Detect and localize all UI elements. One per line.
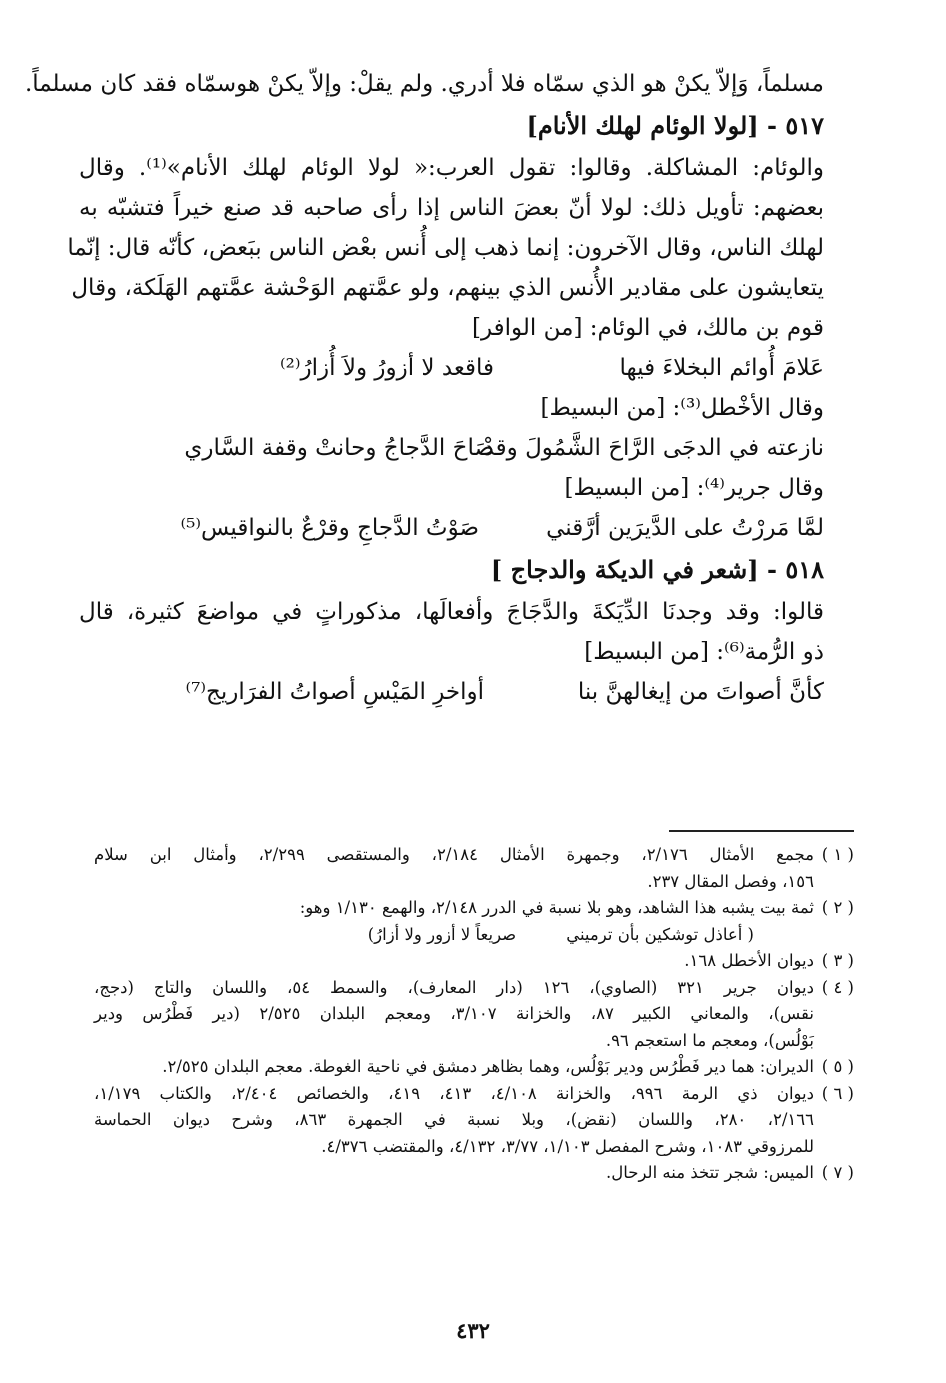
text-line: وقال الأخْطل⁽³⁾: [من البسيط] — [540, 395, 824, 421]
footnote — [94, 895, 854, 948]
poem-verse — [79, 348, 824, 388]
footnote-number: ( ٥ ) — [821, 1057, 854, 1076]
footnote — [94, 1160, 854, 1187]
verse-first-hemistich: نازعته في الدجَى الرَّاحَ الشَّمُولَ وقدْ — [483, 435, 824, 461]
footnote — [94, 1081, 854, 1161]
poem-verse — [79, 428, 824, 468]
footnote — [94, 842, 854, 895]
text-line: قوم بن مالك، في الوئام: [من الوافر] — [471, 315, 824, 341]
verse-first-hemistich: كأنَّ أصواتَ من إيغالهنَّ بنا — [577, 679, 824, 705]
text-line: قالوا: وقد وجدنَا الدِّيَكةَ والدَّجَاجَ وأفعالَها، مذكوراتٍ في مواضعَ كثيرة، قال — [79, 599, 824, 625]
footnote-number: ( ٦ ) — [821, 1083, 854, 1103]
verse-second-hemistich: صَاحَ الدَّجاجُ وحانتْ وقفة السَّاري — [184, 435, 494, 461]
footnote-line: ١٥٦، وفصل المقال ٢٣٧. — [647, 871, 814, 891]
footnotes — [94, 842, 854, 1187]
footnote-line: ديوان الأخطل ١٦٨. — [684, 951, 814, 970]
text-line: يتعايشون على مقادير الأُنس الذي بينهم، ولو عمَّتهم الوَحْشة عمَّتهم الهَلَكة، وقال — [71, 275, 824, 301]
text-line: لهلك الناس، وقال الآخرون: إنما ذهب إلى أُنس بعْض الناس ببَعض، كأنّه قال: إنّما — [67, 235, 824, 261]
footnote-line: بَوْلُس)، ومعجم ما استعجم ٩٦. — [605, 1030, 814, 1050]
verse-first-hemistich: ( أعاذل توشكين بأن ترميني — [566, 924, 754, 944]
footnote-line: للمرزوقي ١٠٨٣، وشرح المفصل ١/١٠٣، ٣/٧٧، ٤/١٣٢، والمقتضب ٤/٣٧٦. — [321, 1136, 814, 1156]
footnote-number: ( ٣ ) — [821, 951, 854, 970]
verse-second-hemistich: أواخرِ المَيْسِ أصواتُ الفرَاريج⁽⁷⁾ — [185, 679, 484, 705]
footnote-line: ثمة بيت يشبه هذا الشاهد، وهو بلا نسبة في الدرر ٢/١٤٨، والهمع ١/١٣٠ وهو: — [299, 898, 814, 917]
footnote-line: نقس)، والمعاني الكبير ٨٧، والخزانة ٣/١٠٧، ومعجم البلدان ٢/٥٢٥ (دير فَطْرُس ودير — [94, 1004, 814, 1023]
footnote-number: ( ٤ ) — [821, 977, 854, 997]
footnote-number: ( ٧ ) — [821, 1163, 854, 1182]
verse-second-hemistich: فاقعد لا أزورُ ولاَ أُزارُ⁽²⁾ — [280, 355, 494, 381]
text-line: وقال جرير⁽⁴⁾: [من البسيط] — [564, 475, 824, 501]
page-number: ٤٣٢ — [456, 1318, 490, 1343]
verse-first-hemistich: لمَّا مَررْتُ على الدَّيرَين أرَّقني — [546, 515, 824, 541]
footnote-line: ٢/١٦٦، ٢٨٠، واللسان (نقض)، وبلا نسبة في الجمهرة ٨٦٣، وشرح ديوان الحماسة — [94, 1110, 815, 1129]
footnote-number: ( ١ ) — [821, 845, 854, 864]
footnote-number: ( ٢ ) — [821, 898, 854, 917]
text-line: مسلماً، وَإلاّ يكنْ هو الذي سمّاه فلا أدري. ولم يقلْ: وإلاّ يكنْ هوسمّاه فقد كان مسلماً. — [24, 71, 824, 97]
verse-second-hemistich: صَوْتُ الدَّجاجِ وقرْعٌ بالنواقيس⁽⁵⁾ — [180, 515, 479, 541]
verse-first-hemistich: عَلامَ أُوائم البخلاءَ فيها — [619, 355, 824, 381]
footnote — [94, 1054, 854, 1081]
footnote-verse — [94, 922, 814, 949]
footnote — [94, 975, 854, 1055]
text-line: بعضهم: تأويل ذلك: لولا أنّ بعضَ الناس إذا رأى صاحبه قد صنع خيراً فتشبّه به — [79, 195, 824, 221]
footnote — [94, 948, 854, 975]
footnote-line: ديوان ذي الرمة ٩٩٦، والخزانة ٤/١٠٨، ٤١٣، ٤١٩، والخصائص ٢/٤٠٤، والكتاب ١/١٧٩، — [94, 1083, 814, 1103]
footnote-separator — [669, 830, 854, 832]
main-text — [24, 64, 825, 712]
section-heading: ٥١٨ - [شعر في الديكة والدجاج ] — [490, 555, 824, 584]
poem-verse — [79, 508, 824, 548]
footnote-line: مجمع الأمثال ٢/١٧٦، وجمهرة الأمثال ٢/١٨٤، والمستقصى ٢/٢٩٩، وأمثال ابن سلام — [94, 845, 814, 864]
footnote-line: ديوان جرير ٣٢١ (الصاوي)، ١٢٦ (دار المعارف)، والسمط ٥٤، واللسان والتاج (دجج، — [94, 977, 814, 997]
poem-verse — [79, 672, 824, 712]
footnote-line: الديران: هما دير فَطْرُس ودير بَوْلُس، وهما بظاهر دمشق في ناحية الغوطة. معجم البلدان ٢/٥٢٥. — [162, 1057, 814, 1076]
text-line: ذو الرُّمة⁽⁶⁾: [من البسيط] — [584, 639, 824, 665]
verse-second-hemistich: صريعاً لا أزور ولا أزارُ) — [367, 924, 517, 944]
section-heading: ٥١٧ - [لولا الوئام لهلك الأنام] — [526, 111, 824, 140]
footnote-line: الميس: شجر تتخذ منه الرحال. — [605, 1163, 814, 1182]
text-line: والوئام: المشاكلة. وقالوا: تقول العرب:« لولا الوئام لهلك الأنام»⁽¹⁾. وقال — [79, 155, 825, 181]
